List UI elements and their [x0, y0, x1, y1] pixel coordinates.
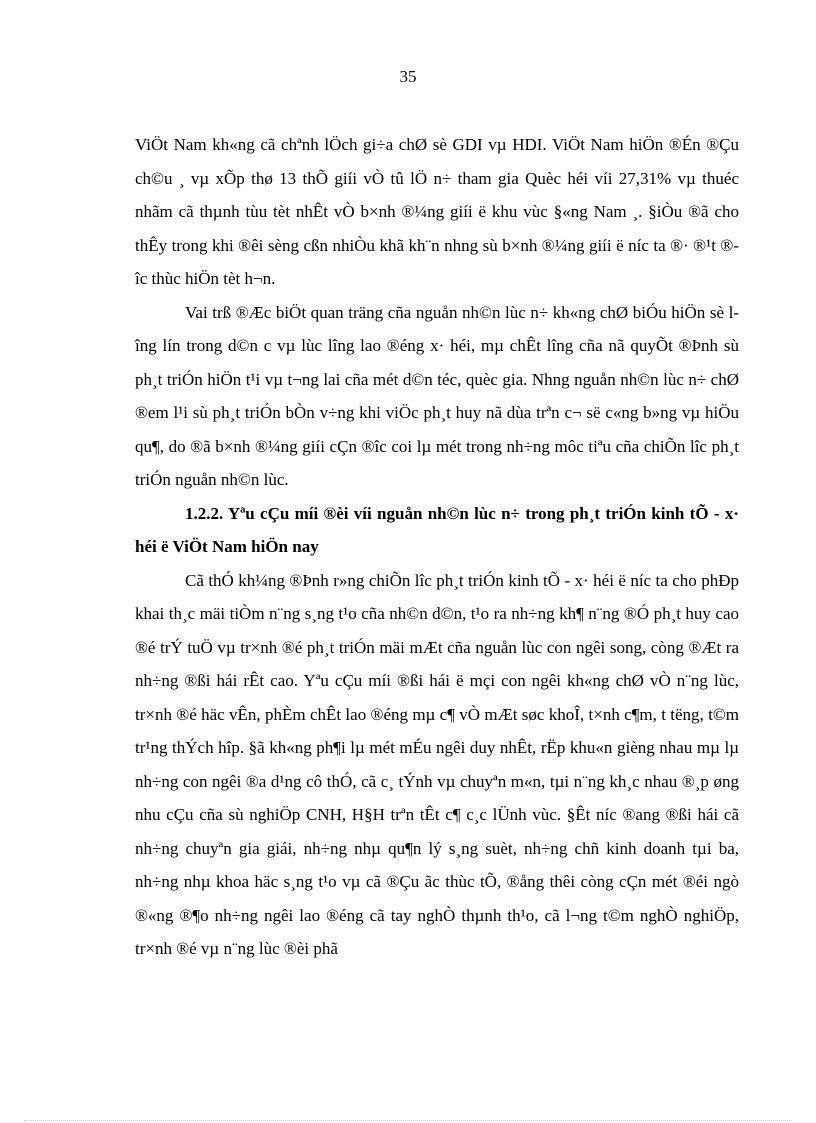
paragraph-1: ViÖt Nam kh«ng cã chªnh lÖch gi÷a chØ sè GDI vµ HDI. ViÖt Nam hiÖn ®Én ®Çu ch©u ¸ vµ xÕp thø 13 thÕ giíi vÒ tû lÖ n÷ tham gia Quèc héi víi 27,31% vµ thuéc nhãm cã thµnh tùu tèt nhÊt vÒ b×nh ®¼ng giíi ë khu vùc §«ng Nam ¸. §iÒu ®ã cho thÊy trong khi ®êi sèng cßn nhiÒu khã kh¨n nhng sù b×nh ®¼ng giíi ë níc ta ®· ®¹t ®îc thùc hiÖn tèt h¬n.: [135, 135, 739, 288]
paragraph-2: Vai trß ®Æc biÖt quan träng cña nguån nh©n lùc n÷ kh«ng chØ biÓu hiÖn sè lîng lín trong d©n c vµ lùc lîng lao ®éng x· héi, mµ chÊt lîng cña nã quyÕt ®Þnh sù ph¸t triÓn hiÖn t¹i vµ t¬ng lai cña mét d©n téc, quèc gia. Nhng nguån nh©n lùc n÷ chØ ®em l¹i sù ph¸t triÓn bÒn v÷ng khi viÖc ph¸t huy nã dùa trªn c¬ së c«ng b»ng vµ hiÖu qu¶, do ®ã b×nh ®¼ng giíi cÇn ®îc coi lµ mét trong nh÷ng môc tiªu cña chiÕn lîc ph¸t triÓn nguån nh©n lùc.: [135, 302, 739, 489]
page-number: 35: [399, 67, 417, 86]
page-bottom-rule: [24, 1120, 792, 1121]
section-heading: 1.2.2. Yªu cÇu míi ®èi víi nguån nh©n lùc n÷ trong ph¸t triÓn kinh tÕ - x· héi ë ViÖt Nam hiÖn nay: [135, 503, 739, 556]
paragraph-3: Cã thÓ kh¼ng ®Þnh r»ng chiÕn lîc ph¸t triÓn kinh tÕ - x· héi ë níc ta cho phÐp khai th¸c mäi tiÒm n¨ng s¸ng t¹o cña nh©n d©n, t¹o ra nh÷ng kh¶ n¨ng ®Ó ph¸t huy cao ®é trÝ tuÖ vµ tr×nh ®é ph¸t triÓn mäi mÆt cña nguån lùc con ngêi song, còng ®Æt ra nh÷ng ®ßi hái rÊt cao. Yªu cÇu míi ®ßi hái ë mçi con ngêi kh«ng chØ vÒ n¨ng lùc, tr×nh ®é häc vÊn, phÈm chÊt lao ®éng mµ c¶ vÒ mÆt søc khoÎ, t×nh c¶m, t tëng, t©m tr¹ng thÝch hîp. §ã kh«ng ph¶i lµ mét mÉu ngêi duy nhÊt, rËp khu«n gièng nhau mµ lµ nh÷ng con ngêi ®a d¹ng cô thÓ, cã c¸ tÝnh vµ chuyªn m«n, tµi n¨ng kh¸c nhau ®¸p øng nhu cÇu cña sù nghiÖp CNH, H§H trªn tÊt c¶ c¸c lÜnh vùc. §Êt níc ®ang ®ßi hái cã nh÷ng chuyªn gia giái, nh÷ng nhµ qu¶n lý s¸ng suèt, nh÷ng chñ kinh doanh tµi ba, nh÷ng nhµ khoa häc s¸ng t¹o vµ cã ®Çu ãc thùc tÕ, ®ång thêi còng cÇn mét ®éi ngò ®«ng ®¶o nh÷ng ngêi lao ®éng cã tay nghÒ thµnh th¹o, cã l¬ng t©m nghÒ nghiÖp, tr×nh ®é vµ n¨ng lùc ®èi phã: [135, 570, 739, 958]
body-text: [135, 128, 739, 966]
